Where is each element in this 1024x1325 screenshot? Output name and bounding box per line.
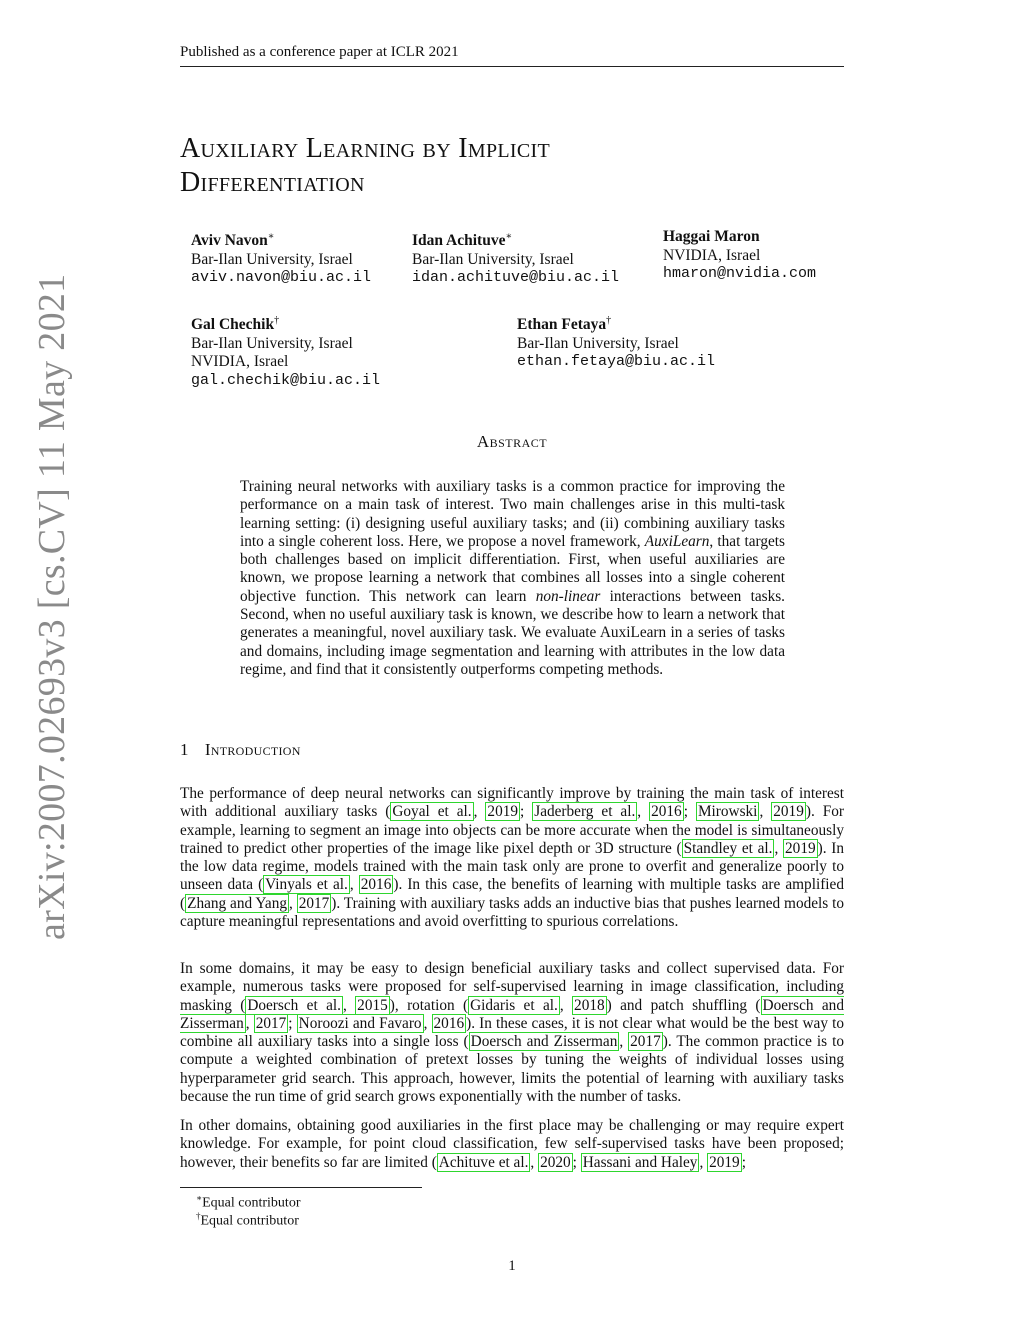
intro-paragraph-1: The performance of deep neural networks can significantly improve by training the main task of interest with additional auxiliary tasks ( Goyal et al. , 2019 ; Jaderberg et al. , 2016 ; Mirowski , 2019 ). For example, learning to segment an image into objects can be more accurate when the model is simultaneously trained to predict other properties of the image like pixel depth or 3D structure ( Standley et al. , 2019 ). In the low data regime, models trained with the main task only are prone to overfit and generalize poorly to unseen data ( Vinyals et al. , 2016 ). In this case, the benefits of learning with multiple tasks are amplified ( Zhang and Yang , 2017 ). Training with auxiliary tasks adds an inductive bias that pushes learned models to capture meaningful representations and avoid overfitting to spurious correlations. (180, 785, 844, 931)
author-affiliation: Bar-Ilan University, Israel (412, 250, 574, 268)
citation-link[interactable]: 2016 (433, 1014, 465, 1032)
author-mark: ∗ (267, 231, 275, 242)
abstract-part: Training neural networks with auxiliary tasks is a common practice for improving the performance on a main task of interest. Two main challenges arise in this multi-task learning setting: (i) designing useful auxiliary tasks; and (ii) combining auxiliary tasks into a single coherent loss. Here, we propose a novel framework, (240, 478, 785, 550)
citation-link[interactable]: Jaderberg et al. (534, 803, 636, 821)
text-run: ; (683, 803, 696, 821)
footnote-text: Equal contributor (200, 1213, 299, 1229)
text-run: ; (572, 1153, 581, 1171)
citation-link[interactable]: Goyal et al. (392, 803, 472, 821)
citation-link[interactable]: Achituve et al. (438, 1153, 529, 1171)
author-email[interactable]: hmaron@nvidia.com (663, 265, 817, 282)
citation-link[interactable]: 2019 (773, 803, 804, 821)
abstract-emphasis: non-linear (535, 587, 601, 605)
footnote-rule (180, 1187, 422, 1188)
footnote-text: Equal contributor (202, 1195, 301, 1211)
abstract-text (240, 478, 785, 679)
author-name: Haggai Maron (663, 228, 760, 245)
author-name: Aviv Navon (191, 232, 268, 250)
citation-link[interactable]: Vinyals et al. (265, 876, 348, 894)
author-name: Gal Chechik (191, 316, 275, 334)
citation-link[interactable]: 2019 (785, 839, 816, 857)
author-name: Idan Achituve (412, 232, 506, 250)
author-mark: ∗ (505, 231, 513, 242)
author-email[interactable]: idan.achituve@biu.ac.il (412, 269, 620, 287)
section-heading (180, 740, 301, 760)
citation-link[interactable]: Doersch and Zisserman (180, 996, 844, 1032)
text-run: The performance of deep neural networks can significantly improve by training the main task of interest with additional auxiliary tasks ( (180, 785, 844, 821)
citation-link[interactable]: 2017 (255, 1014, 287, 1032)
author-email[interactable]: ethan.fetaya@biu.ac.il (517, 353, 716, 371)
text-run: ). In these cases, it is not clear what would be the best way to combine all auxiliary tasks into a single loss ( (180, 1014, 845, 1051)
author-block (412, 228, 619, 288)
text-run: ). In the low data regime, models trained with the main task only are prone to overfit and generalize poorly to unseen data ( (180, 839, 844, 894)
author-affiliation: NVIDIA, Israel (191, 353, 289, 371)
title-line-1: Auxiliary Learning by Implicit (180, 133, 550, 164)
citation-link[interactable]: Standley et al. (683, 839, 773, 857)
citation-link[interactable]: 2016 (360, 876, 392, 894)
citation-link[interactable]: 2015 (357, 996, 388, 1014)
citation-link[interactable]: Doersch et al. (247, 996, 341, 1014)
author-mark: † (606, 315, 612, 326)
section-title: Introduction (204, 740, 301, 759)
footnote-mark: ∗ (196, 1193, 203, 1203)
author-block (663, 228, 816, 284)
section-number: 1 (180, 740, 189, 759)
author-mark: † (274, 315, 280, 326)
abstract-part: interactions between tasks. Second, when no useful auxiliary task is known, we describe how to learn a network that generates a meaningful, novel auxiliary task. We evaluate AuxiLearn in a series of tasks and domains, including image segmentation and learning with attributes in the low data regime, and find that it consistently outperforms competing methods. (240, 587, 786, 678)
author-block (191, 228, 371, 288)
page-number: 1 (508, 1258, 516, 1274)
citation-link[interactable]: 2019 (709, 1153, 740, 1171)
text-run: ) and patch shuffling ( (606, 996, 761, 1014)
author-email[interactable]: gal.chechik@biu.ac.il (191, 371, 381, 389)
abstract-heading: Abstract (476, 432, 548, 451)
author-block (517, 312, 715, 372)
citation-link[interactable]: Gidaris et al. (470, 996, 558, 1014)
citation-link[interactable]: Doersch and Zisserman (470, 1033, 618, 1051)
author-affiliation: NVIDIA, Israel (663, 246, 761, 264)
citation-link[interactable]: Hassani and Haley (582, 1153, 698, 1171)
citation-link[interactable]: Noroozi and Favaro (298, 1014, 422, 1032)
text-run: ). The common practice is to compute a weighted combination of pretext losses by tuning the weights of individual losses using hyperparameter grid search. This approach, however, limits the potential of learning with auxiliary tasks because the run time of grid search grows exponentially with the number of tasks. (180, 1033, 844, 1106)
abstract-part: , that targets both challenges based on implicit differentiation. First, when useful auxiliaries are known, we propose learning a network that combines all losses into a single coherent objective function. This network can learn (240, 532, 785, 605)
paper-title (180, 132, 550, 200)
text-run: ), rotation ( (389, 996, 469, 1014)
citation-link[interactable]: 2017 (298, 894, 330, 912)
text-run: ; (741, 1153, 746, 1171)
citation-link[interactable]: 2017 (630, 1033, 661, 1051)
citation-link[interactable]: Mirowski (697, 803, 758, 821)
text-run: ). Training with auxiliary tasks adds an inductive bias that pushes learned models to capture meaningful representations and avoid overfitting to spurious correlations. (180, 894, 844, 931)
citation-link[interactable]: Zhang and Yang (187, 894, 288, 912)
text-run: ). In this case, the benefits of learning with multiple tasks are amplified ( (180, 876, 844, 912)
title-line-2: Differentiation (180, 167, 365, 198)
author-name: Ethan Fetaya (517, 316, 607, 334)
text-run: ; (288, 1014, 297, 1032)
running-header: Published as a conference paper at ICLR 2021 (180, 44, 844, 67)
text-run: ; (520, 803, 533, 821)
author-email[interactable]: aviv.navon@biu.ac.il (191, 269, 372, 287)
text-run: ). For example, learning to segment an image into objects can be more accurate when the model is simultaneously trained to predict other properties of the image like pixel depth or 3D structure ( (180, 803, 844, 857)
citation-link[interactable]: 2019 (487, 803, 519, 821)
author-affiliation: Bar-Ilan University, Israel (191, 334, 353, 352)
intro-paragraph-3: In other domains, obtaining good auxiliaries in the first place may be challenging or may require expert knowledge. For example, for point cloud classification, few self-supervised tasks have been proposed; however, their benefits so far are limited ( Achituve et al. , 2020 ; Hassani and Haley , 2019 ; (180, 1117, 844, 1171)
text-run: In other domains, obtaining good auxiliaries in the first place may be challenging or may require expert knowledge. For example, for point cloud classification, few self-supervised tasks have been proposed; however, their benefits so far are limited ( (180, 1117, 844, 1171)
footnote-mark: † (196, 1211, 201, 1221)
citation-link[interactable]: 2018 (574, 996, 605, 1014)
author-affiliation: Bar-Ilan University, Israel (517, 334, 679, 352)
abstract-emphasis: AuxiLearn (644, 532, 710, 550)
text-run: In some domains, it may be easy to design beneficial auxiliary tasks and collect supervised data. For example, numerous tasks were proposed for self-supervised learning in image classification, including masking ( (180, 960, 844, 1014)
author-affiliation: Bar-Ilan University, Israel (191, 250, 353, 268)
citation-link[interactable]: 2016 (651, 803, 682, 821)
arxiv-sidebar-stamp: arXiv:2007.02693v3 [cs.CV] 11 May 2021 (31, 273, 73, 940)
intro-paragraph-2: In some domains, it may be easy to design beneficial auxiliary tasks and collect supervised data. For example, numerous tasks were proposed for self-supervised learning in image classification, including masking ( Doersch et al. , 2015 ), rotation ( Gidaris et al. , 2018 ) and patch shuffling ( Doersch and Zisserman , 2017 ; Noroozi and Favaro , 2016 ). In these cases, it is not clear what would be the best way to combine all auxiliary tasks into a single loss ( Doersch and Zisserman , 2017 ). The common practice is to compute a weighted combination of pretext losses by tuning the weights of individual losses using hyperparameter grid search. This approach, however, limits the potential of learning with auxiliary tasks because the run time of grid search grows exponentially with the number of tasks. (180, 960, 845, 1106)
footnote (196, 1207, 299, 1231)
citation-link[interactable]: 2020 (540, 1153, 571, 1171)
author-block (191, 312, 380, 390)
